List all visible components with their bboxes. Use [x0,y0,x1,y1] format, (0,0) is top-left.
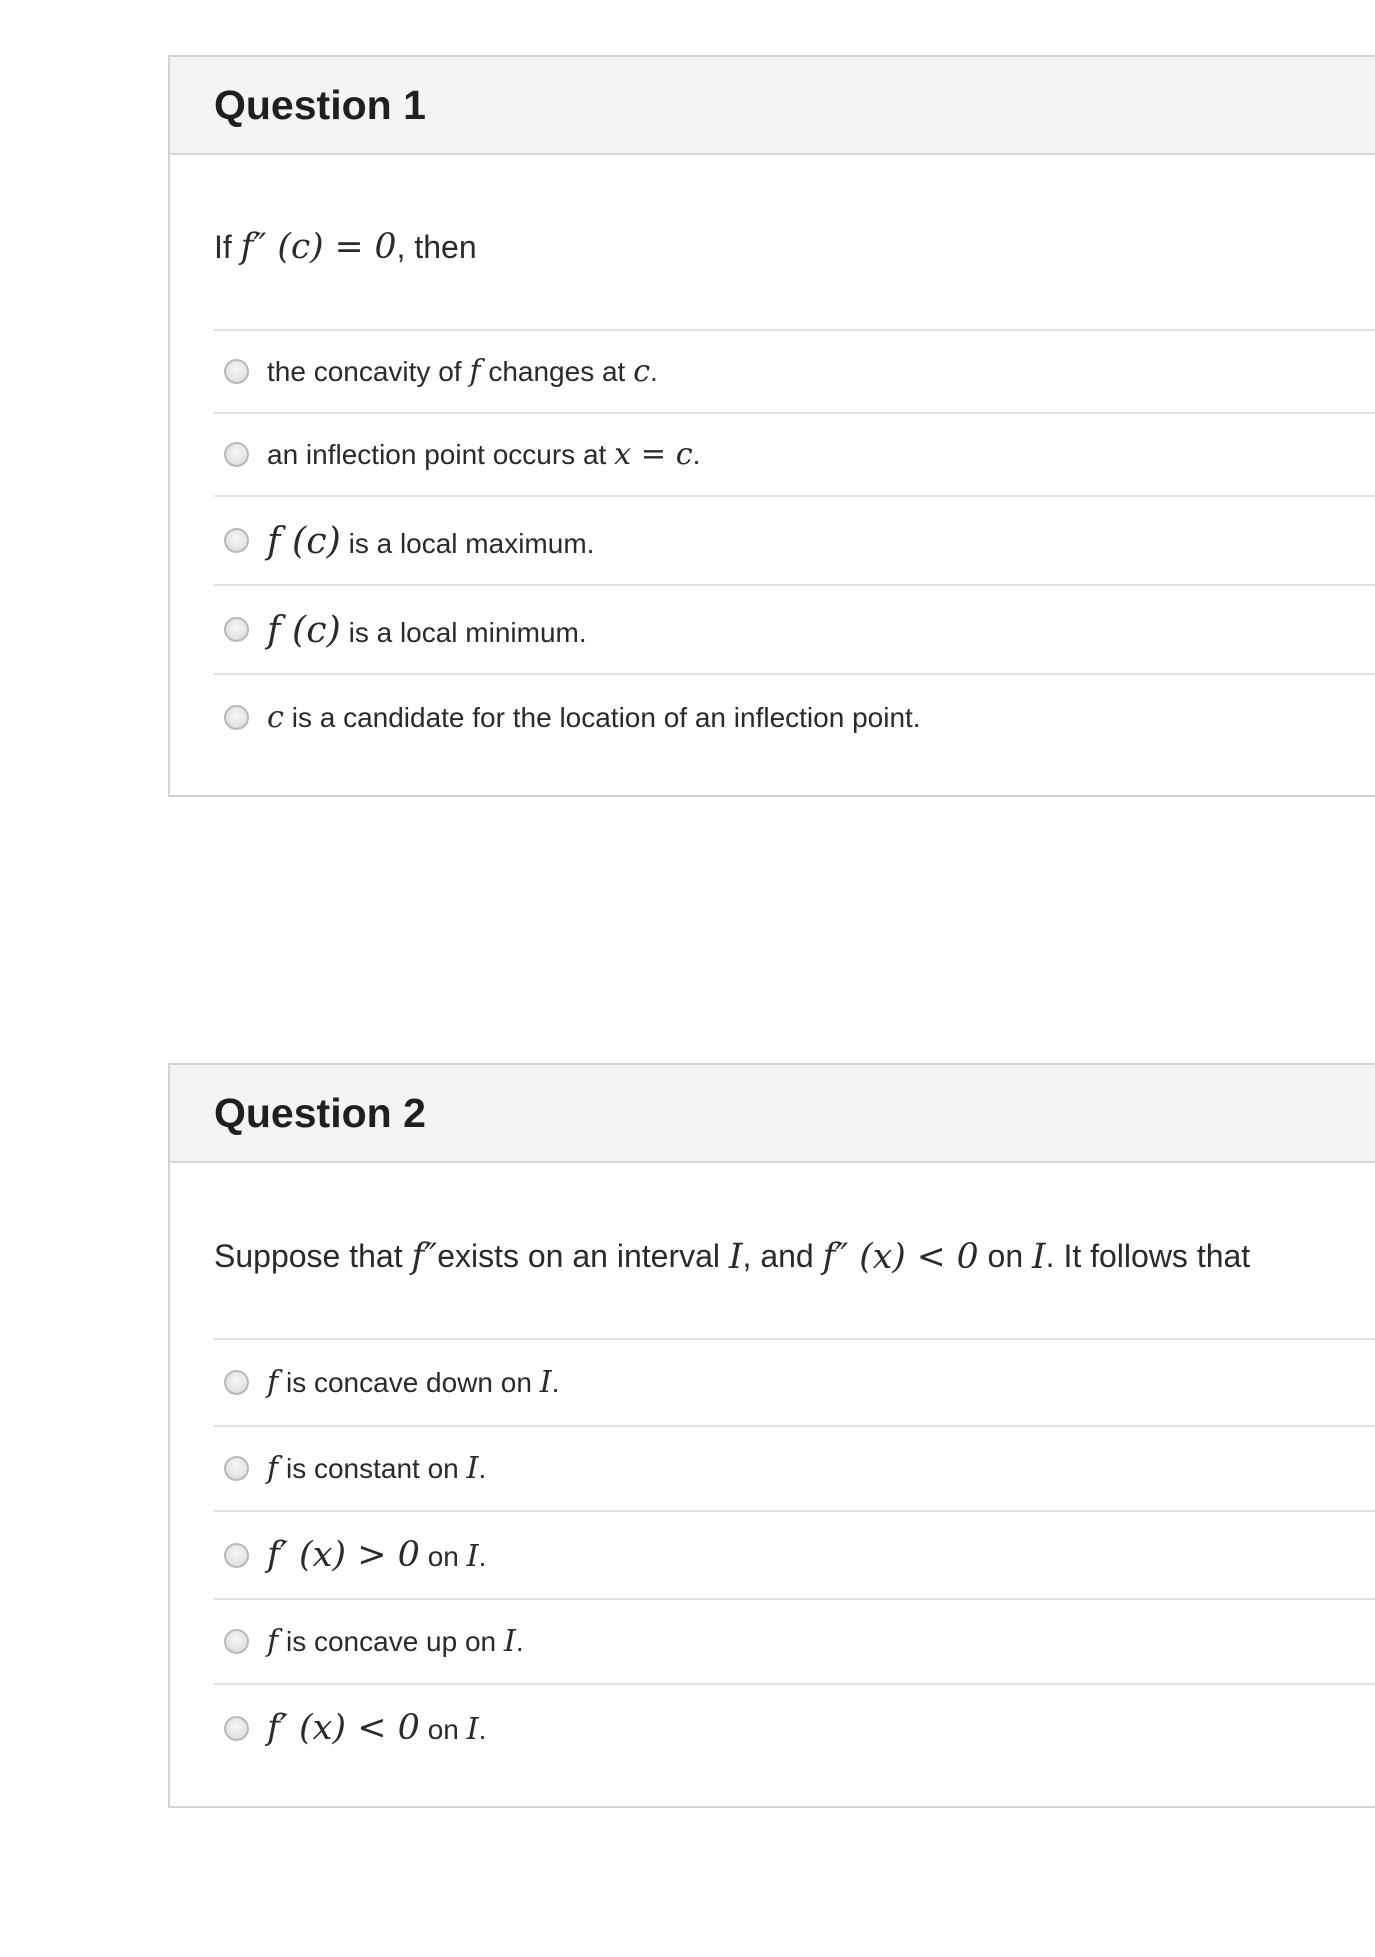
text: . [478,1453,487,1484]
question-1-option-1[interactable] [214,331,1375,414]
math: f (c) [267,608,341,651]
option-label [267,1624,524,1659]
math: c [267,700,284,735]
radio-button[interactable] [224,442,249,467]
question-1-option-2[interactable] [214,414,1375,497]
text: . [515,1626,524,1657]
math: I [466,1539,479,1574]
text: is concave down on [278,1367,540,1398]
option-label [267,1535,486,1575]
text: . [478,1714,487,1745]
question-1-option-4[interactable] [214,586,1375,675]
question-1-header [170,57,1375,155]
text: changes at [480,356,634,387]
question-2-option-4[interactable] [214,1600,1375,1685]
text: on [419,1714,467,1745]
text: . [650,356,658,387]
question-1-stem-prefix: If [214,228,241,265]
text: an inflection point occurs at [267,439,615,470]
text: . It follows that [1045,1238,1251,1274]
text: Suppose that [214,1238,412,1274]
radio-button[interactable] [224,705,249,730]
math: f [267,1451,279,1486]
text: . [478,1541,487,1572]
question-1-panel [168,55,1375,797]
text: is concave up on [278,1626,504,1657]
math: I [539,1365,552,1400]
math: f″ (x) < 0 [822,1236,979,1277]
question-2-stem [170,1163,1375,1338]
option-label [267,354,658,389]
text: . [551,1367,560,1398]
question-2-option-1[interactable] [214,1340,1375,1427]
math: f (c) [267,519,341,562]
question-2-panel [168,1063,1375,1808]
math: c [633,354,651,389]
option-label [267,519,594,562]
question-2-options [214,1338,1375,1771]
radio-button[interactable] [224,1716,249,1741]
question-2-option-2[interactable] [214,1427,1375,1512]
text: is constant on [278,1453,467,1484]
math: f [267,1365,279,1400]
text: is a local maximum. [340,528,595,559]
question-1-title: Question 1 [214,81,426,128]
question-1-stem [170,155,1375,329]
text: is a local minimum. [340,617,587,648]
text: , and [742,1238,823,1274]
question-2-option-3[interactable] [214,1512,1375,1600]
math: f [469,354,481,389]
question-2-header [170,1065,1375,1163]
math: f [267,1624,279,1659]
radio-button[interactable] [224,617,249,642]
text: . [692,439,701,470]
math: I [728,1236,743,1277]
option-label [267,608,587,651]
text: on [978,1238,1032,1274]
text: is a candidate for the location of an inflection point. [283,702,921,733]
option-label [267,1451,486,1486]
math: x = c [614,437,693,472]
radio-button[interactable] [224,1629,249,1654]
math: I [503,1624,516,1659]
radio-button[interactable] [224,1456,249,1481]
question-1-option-5[interactable] [214,675,1375,760]
radio-button[interactable] [224,528,249,553]
question-1-options [214,329,1375,760]
math: f′ (x) > 0 [267,1535,420,1575]
math: I [466,1712,479,1747]
question-1-stem-math: f″ (c) = 0 [240,227,397,267]
math: f″ [411,1236,438,1277]
radio-button[interactable] [224,1543,249,1568]
option-label [267,1708,486,1748]
text: exists on an interval [437,1238,729,1274]
text: on [419,1541,467,1572]
option-label [267,437,700,472]
math: I [466,1451,479,1486]
question-2-option-5[interactable] [214,1685,1375,1771]
question-2-title: Question 2 [214,1089,426,1136]
question-1-option-3[interactable] [214,497,1375,586]
question-1-stem-suffix: , then [396,228,477,265]
radio-button[interactable] [224,1370,249,1395]
radio-button[interactable] [224,359,249,384]
option-label [267,1365,559,1400]
math: f′ (x) < 0 [267,1708,420,1748]
option-label [267,700,921,735]
math: I [1032,1236,1046,1277]
text: the concavity of [267,356,470,387]
